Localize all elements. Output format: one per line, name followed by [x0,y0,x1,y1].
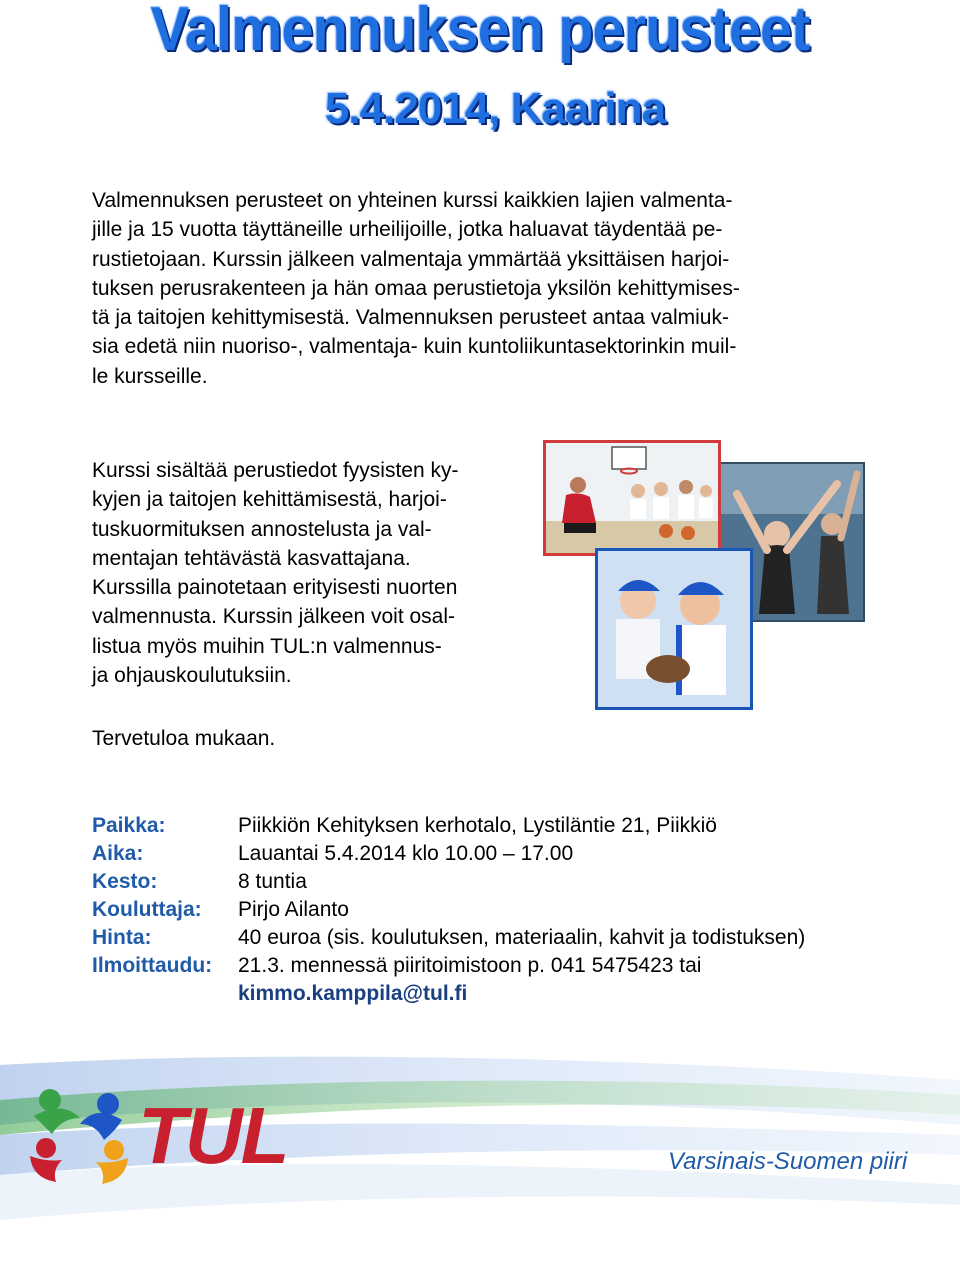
district-name: Varsinais-Suomen piiri [668,1148,908,1175]
gym-class-photo [543,440,721,556]
detail-label: Aika: [92,842,144,865]
detail-label: Paikka: [92,814,166,837]
content-line: listua myös muihin TUL:n valmennus- [92,634,442,658]
content-line: Kurssi sisältää perustiedot fyysisten ky- [92,459,459,482]
content-line: ja ohjauskoulutuksiin. [92,664,292,688]
page-subtitle: 5.4.2014, Kaarina [324,84,666,133]
detail-label: Hinta: [92,926,152,949]
detail-value: Piikkiön Kehityksen kerhotalo, Lystiläntie 21, Piikkiö [238,814,717,837]
intro-line: Valmennuksen perusteet on yhteinen kurssi kaikkien lajien valmenta- [92,189,733,212]
email-link[interactable]: kimmo.kamppila@tul.fi [238,982,468,1005]
intro-line: tä ja taitojen kehittymisestä. Valmennuksen perusteet antaa valmiuk- [92,306,729,330]
intro-paragraph [92,186,892,391]
content-line: tuskuormituksen annostelusta ja val- [92,517,432,541]
detail-value: Lauantai 5.4.2014 klo 10.00 – 17.00 [238,842,574,865]
intro-line: jille ja 15 vuotta täyttäneille urheilijoille, jotka haluavat täydentää pe- [92,218,723,242]
intro-line: le kursseille. [92,364,208,388]
tul-emblem-icon [22,1078,136,1190]
content-line: Kurssilla painotetaan erityisesti nuorten [92,576,458,600]
detail-value: Pirjo Ailanto [238,898,349,921]
detail-label: Kesto: [92,870,158,893]
intro-line: rustietojaan. Kurssin jälkeen valmentaja ymmärtää yksittäisen harjoi- [92,247,730,271]
detail-value: 21.3. mennessä piiritoimistoon p. 041 5475423 tai [238,954,702,977]
content-line: kyjen ja taitojen kehittämisestä, harjoi- [92,488,447,512]
welcome-text: Tervetuloa mukaan. [92,727,276,750]
tul-logo-text: TUL [138,1091,288,1180]
detail-value: 8 tuntia [238,870,307,893]
page-title: Valmennuksen perusteet [150,0,810,64]
content-line: valmennusta. Kurssin jälkeen voit osal- [92,605,456,629]
detail-value: 40 euroa (sis. koulutuksen, materiaalin, kahvit ja todistuksen) [238,926,806,949]
content-line: mentajan tehtävästä kasvattajana. [92,546,411,570]
content-paragraph [92,456,552,690]
detail-label: Kouluttaja: [92,898,202,921]
baseball-kids-photo [595,548,753,710]
detail-label: Ilmoittaudu: [92,954,213,977]
intro-line: sia edetä niin nuoriso-, valmentaja- kuin kuntoliikuntasektorinkin muil- [92,335,737,359]
intro-line: tuksen perusrakenteen ja hän omaa perustietoja yksilön kehittymises- [92,276,740,300]
